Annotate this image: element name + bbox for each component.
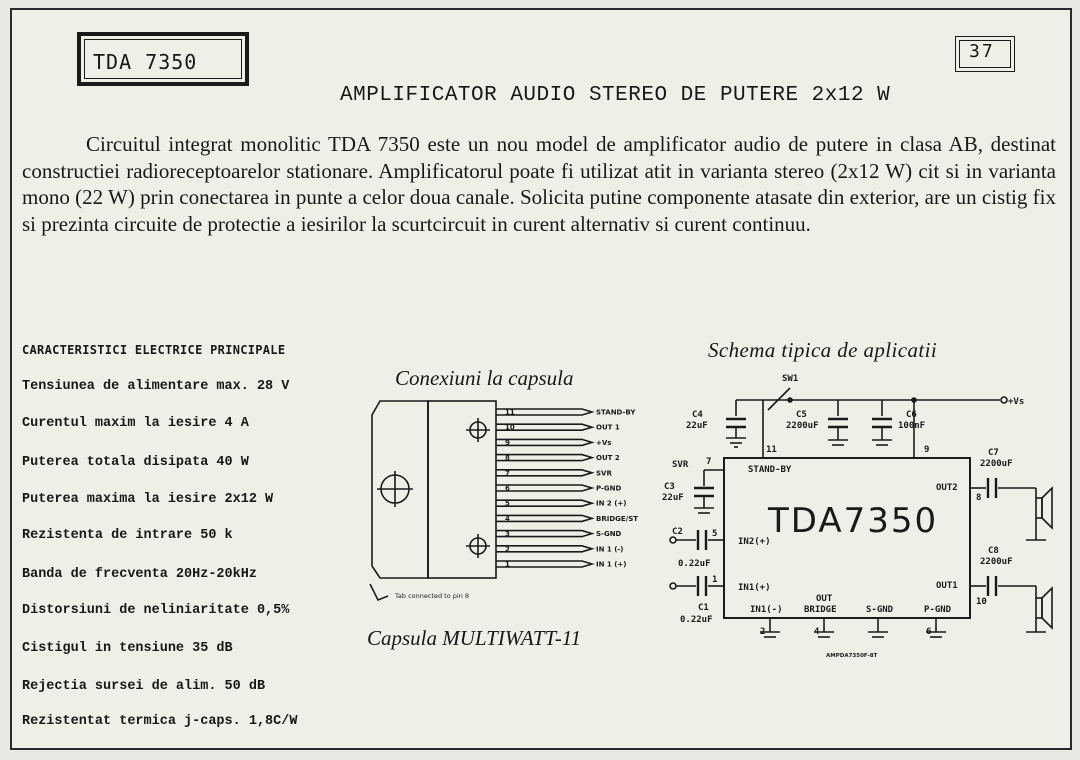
package-pin-label: +Vs [596,438,612,447]
pin-out1: OUT1 [936,581,958,591]
svr-label: SVR [672,460,689,470]
part-number: TDA 7350 [93,50,198,74]
package-pin-lead [496,500,592,506]
package-pin-number: 9 [505,438,510,447]
pin-number-7: 7 [706,457,712,467]
pin-number-5: 5 [712,529,718,539]
pin-number-4: 4 [814,627,820,637]
package-caption-top: Conexiuni la capsula [395,366,574,390]
tab-note: Tab connected to pin 8 [395,592,470,600]
package-pin-number: 10 [505,423,515,432]
package-caption-bottom: Capsula MULTIWATT-11 [367,626,582,650]
package-pin-lead [496,485,592,491]
package-pin-lead [496,531,592,537]
c4-label: C4 [692,410,703,420]
package-pin-number: 5 [505,499,510,508]
package-pin-label: IN 1 (+) [596,560,627,569]
pin-number-11: 11 [766,445,777,455]
tab-note-pointer [370,584,388,600]
c7-value: 2200uF [980,459,1013,469]
package-pin-lead [496,455,592,461]
pin-number-1: 1 [712,575,718,585]
pin-in1neg: IN1(-) [750,605,783,615]
c5-label: C5 [796,410,807,420]
package-pin-lead [496,515,592,521]
mounting-hole-icon [466,534,490,558]
package-pin-number: 2 [505,545,510,554]
package-pin-number: 7 [505,469,510,478]
spec-item: Curentul maxim la iesire 4 A [22,416,249,431]
package-pin-label: STAND-BY [596,408,636,417]
package-pinout-diagram [370,401,592,600]
pin-pgnd: P-GND [924,605,952,615]
pin-out2: OUT2 [936,483,958,493]
pin-bridge-out: OUT [816,594,833,604]
pin-bridge: BRIDGE [804,605,837,615]
spec-item: Cistigul in tensiune 35 dB [22,641,233,656]
switch-label: SW1 [782,374,799,384]
spec-item: Rejectia sursei de alim. 50 dB [22,679,266,694]
package-pin-label: OUT 2 [596,454,620,463]
c5-value: 2200uF [786,421,819,431]
package-pin-label: IN 1 (-) [596,545,624,554]
package-pin-number: 6 [505,484,510,493]
schematic-caption: Schema tipica de aplicatii [708,338,938,362]
mounting-hole-icon [466,418,490,442]
c8-label: C8 [988,546,999,556]
package-pin-lead [496,561,592,567]
intro-paragraph: Circuitul integrat monolitic TDA 7350 este un nou model de amplificator audio de putere in clasa AB, destinat constructiei radioreceptoarelor stationare. Amplificatorul poate fi utilizat atit in varianta stereo (2x12 W) cit si in varianta mono (22 W) prin conectarea in punte a celor doua canale. Solicita putine componente atasate din exterior, are un cistig fix si prezinta circuite de protectie a iesirilor la scurtcircuit in curent alternativ si curent continuu. [22,132,1056,236]
package-pin-number: 1 [505,560,510,569]
pin-in1: IN1(+) [738,583,771,593]
pin-number-2: 2 [760,627,766,637]
mounting-hole-icon [377,471,413,507]
supply-label: +Vs [1008,397,1025,407]
c1-value: 0.22uF [680,615,713,625]
package-pin-label: BRIDGE/ST [596,514,639,523]
pin-number-10: 10 [976,597,987,607]
spec-item: Puterea maxima la iesire 2x12 W [22,492,274,507]
c2-value: 0.22uF [678,559,711,569]
c8-value: 2200uF [980,557,1013,567]
spec-item: Distorsiuni de neliniaritate 0,5% [22,603,290,618]
package-pin-lead [496,439,592,445]
speaker-icon [1036,488,1052,528]
package-pins [496,409,592,567]
spec-item: Tensiunea de alimentare max. 28 V [22,379,290,394]
c1-label: C1 [698,603,709,613]
spec-item: Rezistenta de intrare 50 k [22,528,233,543]
package-pin-label: SVR [596,469,612,478]
package-pin-lead [496,546,592,552]
package-pin-number: 3 [505,530,510,539]
standby-switch [768,388,790,410]
chip-label: TDA7350 [768,501,939,541]
c6-label: C6 [906,410,917,420]
c7-label: C7 [988,448,999,458]
package-pin-number: 4 [505,514,510,523]
c3-label: C3 [664,482,675,492]
package-pin-number: 8 [505,454,510,463]
pin-in2: IN2(+) [738,537,771,547]
schematic-code: AMPDA7350F-8T [826,653,878,659]
page-number: 37 [969,41,995,62]
package-pin-lead [496,470,592,476]
package-pin-label: IN 2 (+) [596,499,627,508]
c6-value: 100nF [898,421,926,431]
package-pin-number: 11 [505,408,515,417]
document-title: AMPLIFICATOR AUDIO STEREO DE PUTERE 2x12 W [340,84,891,107]
c3-value: 22uF [662,493,684,503]
c2-label: C2 [672,527,683,537]
spec-item: Puterea totala disipata 40 W [22,455,249,470]
package-pin-label: P-GND [596,484,622,493]
c4-value: 22uF [686,421,708,431]
package-pin-label: OUT 1 [596,423,620,432]
pin-sgnd: S-GND [866,605,894,615]
spec-item: Banda de frecventa 20Hz-20kHz [22,567,257,582]
spec-item: Rezistentat termica j-caps. 1,8C/W [22,714,298,729]
pin-number-6: 6 [926,627,932,637]
package-pin-label: S-GND [596,530,622,539]
pin-number-8: 8 [976,493,982,503]
speaker-icon [1036,588,1052,628]
characteristics-title: CARACTERISTICI ELECTRICE PRINCIPALE [22,343,286,357]
pin-standby: STAND-BY [748,465,792,475]
pin-number-9: 9 [924,445,930,455]
